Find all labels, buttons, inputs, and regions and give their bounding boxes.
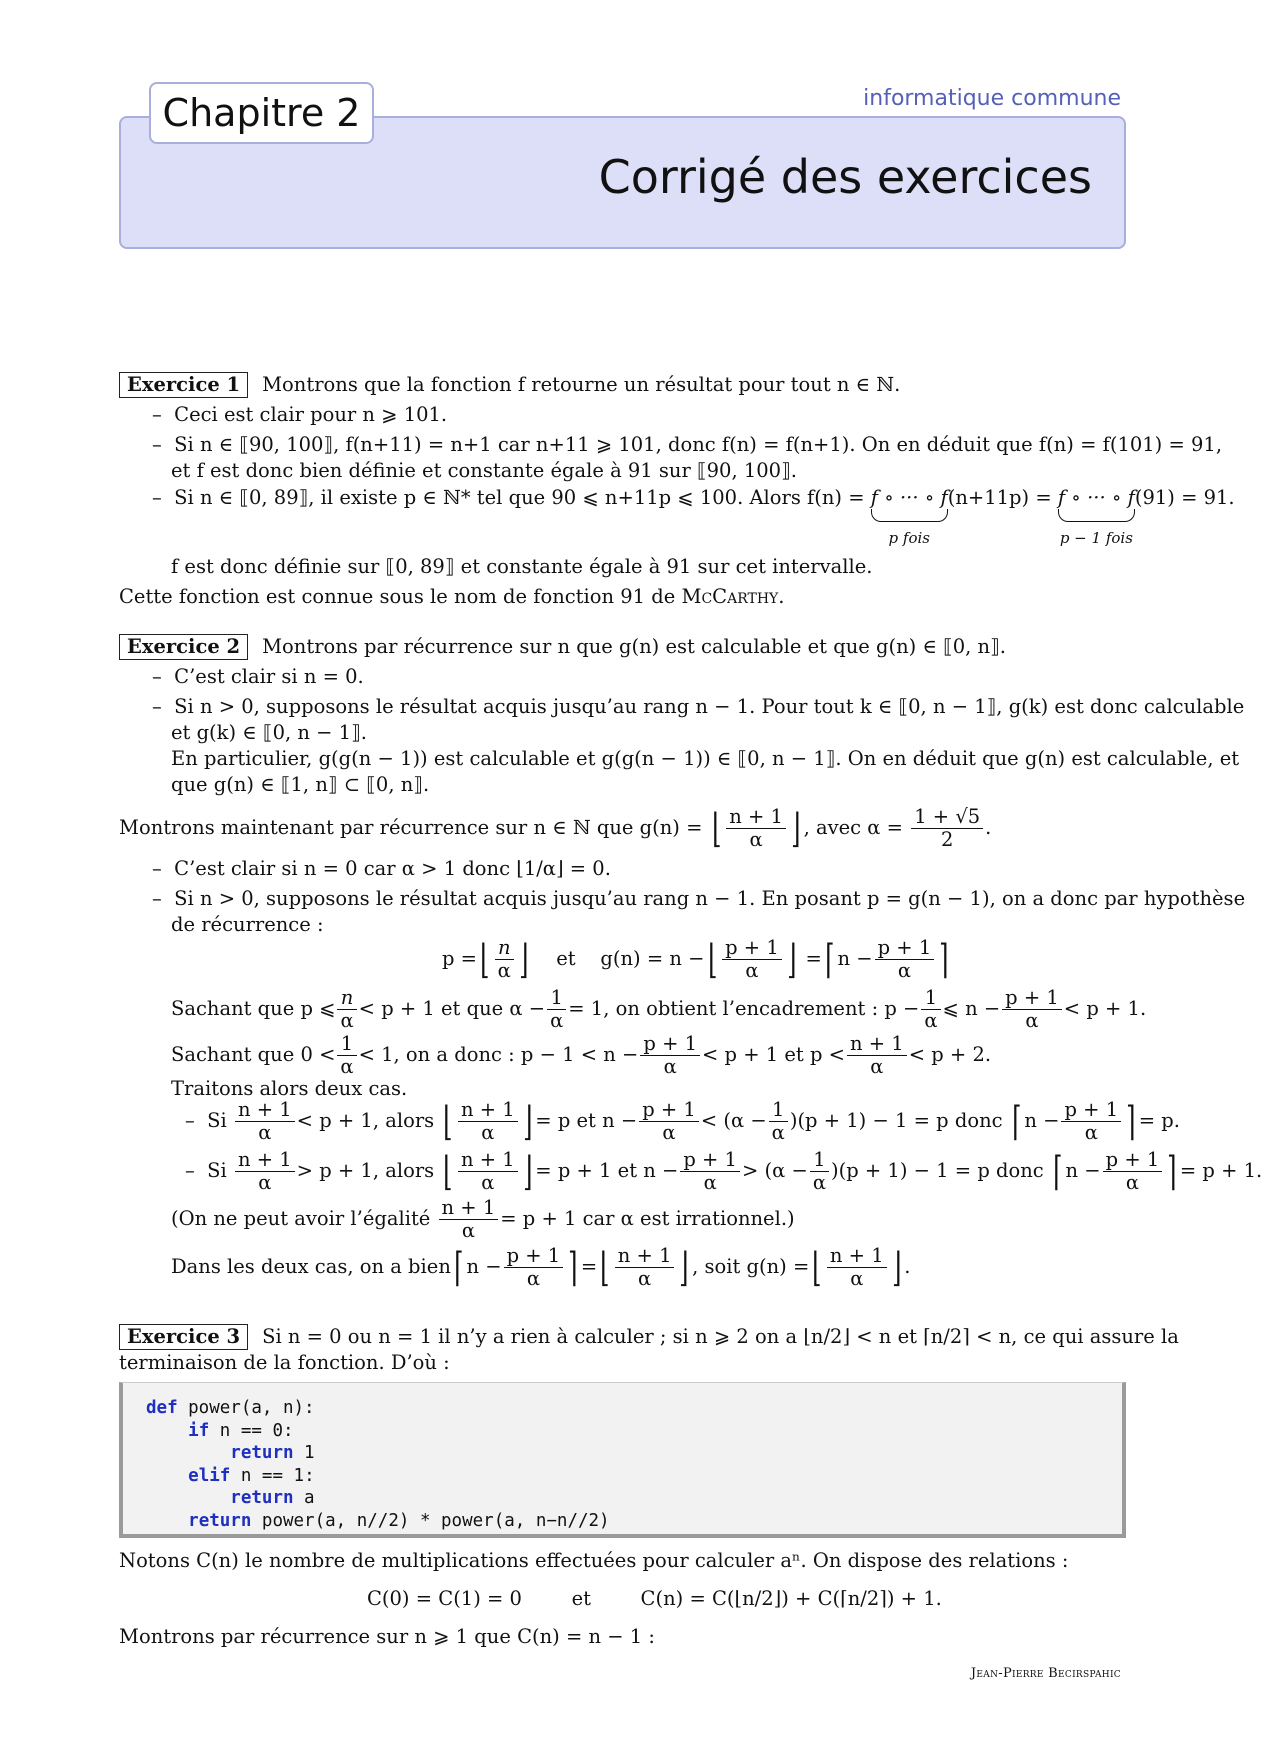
ex1-mid: (n+11p) = [947, 486, 1052, 509]
code-line: return power(a, n//2) * power(a, n−n//2) [188, 1510, 610, 1531]
ex2-b2c: En particulier, g(g(n − 1)) est calculable et g(g(n − 1)) ∈ ⟦0, n − 1⟧. On en déduit que g(n) est calculable, et [171, 747, 1240, 770]
underbrace-p-minus-1: f ∘ ··· ∘ f p − 1 fois [1057, 486, 1135, 547]
list-item: – Ceci est clair pour n ⩾ 101. [152, 403, 448, 426]
ex1-intro: Montrons que la fonction f retourne un résultat pour tout n ∈ ℕ. [262, 373, 901, 396]
ex1-case-1: Ceci est clair pour n ⩾ 101. [174, 403, 448, 426]
ex3-intro-line [119, 1324, 1179, 1350]
ex2-case-1: – Si $\frac{n + 1}{\alpha}$ < p + 1, alors ⌊ $\frac{n + 1}{\alpha}$ ⌋ = p et n − $\frac{p + 1}{\alpha}$ < (α − $\frac{1}{\alpha}$ )(p + 1) − 1 = p donc ⌈ n − $\frac{p + 1}{\alpha}$ ⌉ = p. [185, 1098, 1180, 1145]
underbrace-p: f ∘ ··· ∘ f p fois [870, 486, 948, 547]
ex2-case-2: – Si $\frac{n + 1}{\alpha}$ > p + 1, alors ⌊ $\frac{n + 1}{\alpha}$ ⌋ = p + 1 et n − $\frac{p + 1}{\alpha}$ > (α − $\frac{1}{\alpha}$ )(p + 1) − 1 = p donc ⌈ n − $\frac{p + 1}{\alpha}$ ⌉ = p + 1. [185, 1148, 1262, 1195]
ex2-bound-1: Sachant que p ⩽ $\frac{n}{\alpha}$ < p + 1 et que α − $\frac{1}{\alpha}$ = 1, on obtient l’encadrement : p − $\frac{1}{\alpha}$ ⩽ n − $\frac{p + 1}{\alpha}$ < p + 1. [171, 986, 1147, 1032]
ex3-notons: Notons C(n) le nombre de multiplications effectuées pour calculer aⁿ. On dispose des relations : [119, 1549, 1069, 1572]
ex1-case-2-cont: et f est donc bien définie et constante égale à 91 sur ⟦90, 100⟧. [171, 459, 797, 482]
ex1-case-3: Si n ∈ ⟦0, 89⟧, il existe p ∈ ℕ* tel que 90 ⩽ n+11p ⩽ 100. Alors f(n) = [174, 486, 865, 509]
ex2-conclusion: Dans les deux cas, on a bien⌈ n − $\frac{p + 1}{\alpha}$ ⌉ =⌊ $\frac{n + 1}{\alpha}$ ⌋ , soit g(n) =⌊ $\frac{n + 1}{\alpha}$ ⌋ . [171, 1244, 911, 1291]
ex2-bound-2: Sachant que 0 < $\frac{1}{\alpha}$ < 1, on a donc : p − 1 < n − $\frac{p + 1}{\alpha}$ < p + 1 et p < $\frac{n + 1}{\alpha}$ < p + 2. [171, 1032, 992, 1078]
code-keyword: def [146, 1398, 178, 1418]
exercise-label: Exercice 1 [119, 372, 248, 398]
display-equation: p =⌊ $\frac{n}{\alpha}$ ⌋ et g(n) = n −⌊ $\frac{p + 1}{\alpha}$ ⌋ =⌈ n − $\frac{p + 1}{\alpha}$ ⌉ [442, 936, 949, 983]
mccarthy-line: Cette fonction est connue sous le nom de fonction 91 de McCarthy. [119, 585, 785, 608]
list-item: – Si n ∈ ⟦90, 100⟧, f(n+11) = n+1 car n+11 ⩾ 101, donc f(n) = f(n+1). On en déduit que f(n) = f(101) = 91, [152, 433, 1223, 456]
ex1-after: f est donc définie sur ⟦0, 89⟧ et constante égale à 91 sur cet intervalle. [171, 555, 873, 578]
ex2-c2b: de récurrence : [171, 913, 324, 936]
list-item: – Si n > 0, supposons le résultat acquis jusqu’au rang n − 1. Pour tout k ∈ ⟦0, n − 1⟧, g(k) est donc calculable [152, 695, 1245, 718]
ex2-irrational: (On ne peut avoir l’égalité $\frac{n + 1}{\alpha}$ = p + 1 car α est irrationnel.) [171, 1196, 795, 1242]
ex2-b2b: et g(k) ∈ ⟦0, n − 1⟧. [171, 721, 367, 744]
chapter-title: Corrigé des exercices [598, 150, 1092, 204]
code-keyword: return [230, 1443, 294, 1463]
code-keyword: return [188, 1510, 252, 1531]
ex3-relations: C(0) = C(1) = 0 et C(n) = C(⌊n/2⌋) + C(⌈n/2⌉) + 1. [367, 1587, 942, 1610]
list-item: – C’est clair si n = 0 car α > 1 donc ⌊1/α⌋ = 0. [152, 857, 611, 880]
ex1-intro-line [119, 372, 900, 398]
ex2-b2d: que g(n) ∈ ⟦1, n⟧ ⊂ ⟦0, n⟧. [171, 773, 430, 796]
exercise-label: Exercice 3 [119, 1324, 248, 1350]
chapter-label: Chapitre 2 [149, 82, 374, 144]
code-line: elif n == 1: [188, 1465, 315, 1486]
code-listing [123, 1383, 1122, 1532]
code-line: return 1 [230, 1443, 315, 1463]
ex2-claim: Montrons maintenant par récurrence sur n ∈ ℕ que g(n) = ⌊ $\frac{n + 1}{\alpha}$ ⌋ , avec α = $\frac{1 + √5}{2}$ . [119, 805, 992, 852]
list-item: – Si n > 0, supposons le résultat acquis jusqu’au rang n − 1. En posant p = g(n − 1), on a donc par hypothèse [152, 887, 1246, 910]
code-line: def power(a, n): [146, 1398, 315, 1418]
footer-author: Jean-Pierre Becirspahic [970, 1666, 1121, 1681]
code-line: return a [230, 1488, 315, 1508]
ex3-intro-cont: terminaison de la fonction. D’où : [119, 1351, 450, 1374]
ex1-case-2: Si n ∈ ⟦90, 100⟧, f(n+11) = n+1 car n+11 ⩾ 101, donc f(n) = f(n+1). On en déduit que f(n) = f(101) = 91, [174, 433, 1223, 456]
exercise-label: Exercice 2 [119, 634, 248, 660]
course-track: informatique commune [863, 86, 1121, 111]
code-block [119, 1382, 1126, 1538]
code-keyword: elif [188, 1465, 231, 1486]
list-item: – C’est clair si n = 0. [152, 665, 364, 688]
list-item: – Si n ∈ ⟦0, 89⟧, il existe p ∈ ℕ* tel que 90 ⩽ n+11p ⩽ 100. Alors f(n) = f ∘ ··· ∘ f p fois (n+11p) = f ∘ ··· ∘ f p − 1 fois (91) = 91. [152, 486, 1235, 547]
ex3-last: Montrons par récurrence sur n ⩾ 1 que C(n) = n − 1 : [119, 1625, 655, 1648]
ex2-cases: Traitons alors deux cas. [171, 1077, 408, 1100]
author-name: McCarthy [681, 585, 779, 608]
ex2-intro-line [119, 634, 1006, 660]
ex3-intro: Si n = 0 ou n = 1 il n’y a rien à calculer ; si n ⩾ 2 on a ⌊n/2⌋ < n et ⌈n/2⌉ < n, ce qui assure la [262, 1325, 1179, 1348]
ex1-end: (91) = 91. [1134, 486, 1235, 509]
code-line: if n == 0: [188, 1420, 294, 1441]
code-keyword: if [188, 1420, 210, 1441]
code-keyword: return [230, 1488, 294, 1508]
ex2-intro: Montrons par récurrence sur n que g(n) est calculable et que g(n) ∈ ⟦0, n⟧. [262, 635, 1006, 658]
